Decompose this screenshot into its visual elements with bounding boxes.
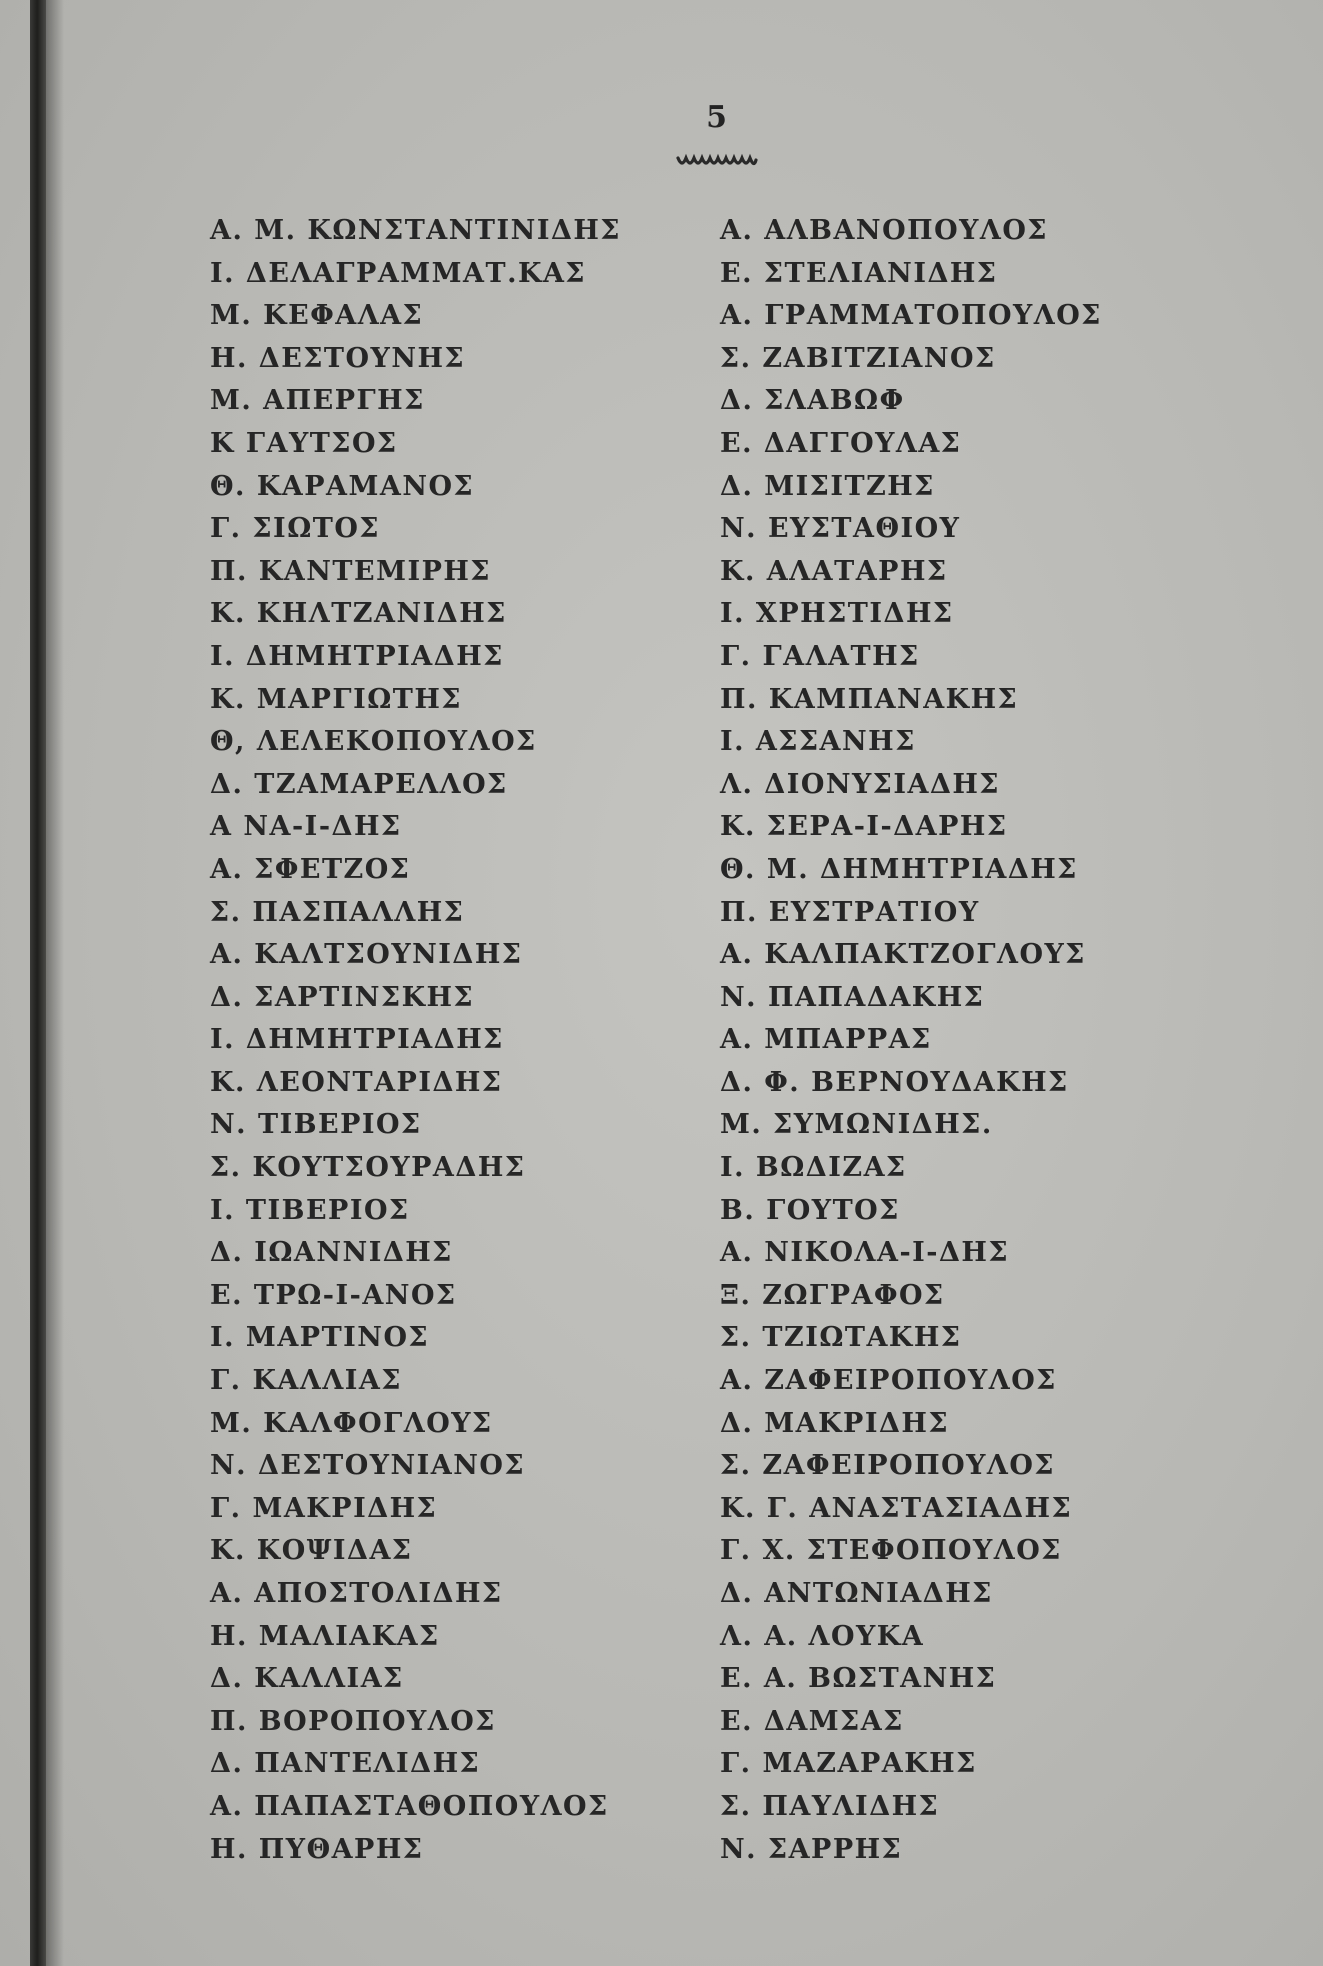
name-entry: Γ. ΜΑΚΡΙΔΗΣ <box>210 1492 438 1524</box>
name-entry: Μ. ΑΠΕΡΓΗΣ <box>210 385 425 417</box>
name-entry: Α. ΠΑΠΑΣΤΑΘΟΠΟΥΛΟΣ <box>210 1790 609 1822</box>
name-entry: Ι. ΔΗΜΗΤΡΙΑΔΗΣ <box>210 640 504 672</box>
name-entry: Δ. Φ. ΒΕΡΝΟΥΔΑΚΗΣ <box>720 1066 1069 1098</box>
name-entry: Δ. ΑΝΤΩΝΙΑΔΗΣ <box>720 1578 993 1609</box>
wavy-ornament-icon <box>676 152 758 170</box>
name-entry: Α. ΣΦΕΤΖΟΣ <box>210 853 411 885</box>
name-entry: Κ. ΚΗΛΤΖΑΝΙΔΗΣ <box>210 598 507 630</box>
name-entry: Α. ΑΠΟΣΤΟΛΙΔΗΣ <box>210 1578 503 1609</box>
name-entry: Ι. ΧΡΗΣΤΙΔΗΣ <box>720 598 954 630</box>
name-entry: Δ. ΤΖΑΜΑΡΕΛΛΟΣ <box>210 768 508 800</box>
name-entry: Α. ΑΛΒΑΝΟΠΟΥΛΟΣ <box>720 215 1048 246</box>
name-entry: Σ. ΚΟΥΤΣΟΥΡΑΔΗΣ <box>210 1152 526 1184</box>
name-entry: Σ. ΤΖΙΩΤΑΚΗΣ <box>720 1322 962 1354</box>
name-entry: Ι. ΜΑΡΤΙΝΟΣ <box>210 1322 430 1354</box>
name-entry: Δ. ΜΙΣΙΤΖΗΣ <box>720 470 935 502</box>
name-entry: Ν. ΣΑΡΡΗΣ <box>720 1833 903 1865</box>
name-entry: Η. ΜΑΛΙΑΚΑΣ <box>210 1620 440 1652</box>
name-entry: Δ. ΜΑΚΡΙΔΗΣ <box>720 1407 950 1439</box>
name-entry: Μ. ΣΥΜΩΝΙΔΗΣ. <box>720 1109 993 1141</box>
name-entry: Β. ΓΟΥΤΟΣ <box>720 1194 900 1226</box>
name-entry: Γ. ΚΑΛΛΙΑΣ <box>210 1365 402 1397</box>
name-entry: Σ. ΖΑΦΕΙΡΟΠΟΥΛΟΣ <box>720 1450 1055 1482</box>
name-entry: Γ. ΓΑΛΑΤΗΣ <box>720 640 920 672</box>
name-entry: Ε. Α. ΒΩΣΤΑΝΗΣ <box>720 1663 997 1695</box>
name-entry: Ξ. ΖΩΓΡΑΦΟΣ <box>720 1279 945 1311</box>
name-entry: Κ ΓΑΥΤΣΟΣ <box>210 427 398 459</box>
name-entry: Α. ΖΑΦΕΙΡΟΠΟΥΛΟΣ <box>720 1365 1057 1397</box>
name-entry: Γ. ΣΙΩΤΟΣ <box>210 513 380 545</box>
name-entry: Ν. ΕΥΣΤΑΘΙΟΥ <box>720 513 961 545</box>
name-entry: Π. ΒΟΡΟΠΟΥΛΟΣ <box>210 1705 496 1737</box>
name-entry: Κ. ΜΑΡΓΙΩΤΗΣ <box>210 683 462 715</box>
name-entry: Μ. ΚΑΛΦΟΓΛΟΥΣ <box>210 1407 493 1439</box>
name-entry: Ι. ΤΙΒΕΡΙΟΣ <box>210 1194 410 1226</box>
name-entry: Δ. ΙΩΑΝΝΙΔΗΣ <box>210 1237 453 1269</box>
name-entry: Δ. ΠΑΝΤΕΛΙΔΗΣ <box>210 1748 481 1780</box>
name-entry: Ε. ΤΡΩ-Ι-ΑΝΟΣ <box>210 1279 457 1311</box>
name-entry: Ι. ΔΕΛΑΓΡΑΜΜΑΤ.ΚΑΣ <box>210 257 586 289</box>
name-entry: Π. ΚΑΝΤΕΜΙΡΗΣ <box>210 555 491 587</box>
name-entry: Α ΝΑ-Ι-ΔΗΣ <box>210 811 402 843</box>
name-entry: Α. Μ. ΚΩΝΣΤΑΝΤΙΝΙΔΗΣ <box>210 215 622 246</box>
name-entry: Ε. ΔΑΓΓΟΥΛΑΣ <box>720 427 962 459</box>
name-entry: Μ. ΚΕΦΑΛΑΣ <box>210 300 424 332</box>
page-number: 5 <box>706 100 727 135</box>
spine-shadow <box>46 0 64 1966</box>
name-entry: Δ. ΣΑΡΤΙΝΣΚΗΣ <box>210 981 475 1013</box>
name-entry: Σ. ΠΑΥΛΙΔΗΣ <box>720 1790 940 1822</box>
name-entry: Η. ΠΥΘΑΡΗΣ <box>210 1833 424 1865</box>
name-entry: Σ. ΖΑΒΙΤΖΙΑΝΟΣ <box>720 342 996 374</box>
name-entry: Κ. ΛΕΟΝΤΑΡΙΔΗΣ <box>210 1066 503 1098</box>
name-entry: Κ. ΑΛΑΤΑΡΗΣ <box>720 555 948 587</box>
name-entry: Ν. ΔΕΣΤΟΥΝΙΑΝΟΣ <box>210 1450 526 1482</box>
name-entry: Α. ΓΡΑΜΜΑΤΟΠΟΥΛΟΣ <box>720 300 1102 332</box>
book-spine <box>30 0 46 1966</box>
name-entry: Α. ΜΠΑΡΡΑΣ <box>720 1024 932 1056</box>
name-entry: Η. ΔΕΣΤΟΥΝΗΣ <box>210 342 466 374</box>
names-list-right <box>720 210 1102 1871</box>
name-entry: Ν. ΠΑΠΑΔΑΚΗΣ <box>720 981 985 1013</box>
name-entry: Κ. ΚΟΨΙΔΑΣ <box>210 1535 413 1567</box>
name-entry: Ι. ΑΣΣΑΝΗΣ <box>720 726 916 758</box>
name-entry: Δ. ΚΑΛΛΙΑΣ <box>210 1663 404 1695</box>
name-entry: Ε. ΣΤΕΛΙΑΝΙΔΗΣ <box>720 257 998 289</box>
name-entry: Κ. ΣΕΡΑ-Ι-ΔΑΡΗΣ <box>720 811 1008 843</box>
name-entry: Ι. ΔΗΜΗΤΡΙΑΔΗΣ <box>210 1024 504 1056</box>
name-entry: Ε. ΔΑΜΣΑΣ <box>720 1705 904 1737</box>
name-entry: Π. ΚΑΜΠΑΝΑΚΗΣ <box>720 683 1019 715</box>
name-entry: Γ. ΜΑΖΑΡΑΚΗΣ <box>720 1748 977 1780</box>
name-entry: Λ. ΔΙΟΝΥΣΙΑΔΗΣ <box>720 768 1001 800</box>
name-entry: Δ. ΣΛΑΒΩΦ <box>720 385 905 417</box>
name-entry: Ι. ΒΩΔΙΖΑΣ <box>720 1152 907 1184</box>
name-entry: Ν. ΤΙΒΕΡΙΟΣ <box>210 1109 422 1141</box>
name-entry: Α. ΝΙΚΟΛΑ-Ι-ΔΗΣ <box>720 1237 1010 1269</box>
names-list-left <box>210 210 621 1871</box>
name-entry: Θ, ΛΕΛΕΚΟΠΟΥΛΟΣ <box>210 726 537 758</box>
name-entry: Κ. Γ. ΑΝΑΣΤΑΣΙΑΔΗΣ <box>720 1492 1073 1524</box>
name-entry: Θ. Μ. ΔΗΜΗΤΡΙΑΔΗΣ <box>720 853 1078 885</box>
name-entry: Γ. Χ. ΣΤΕΦΟΠΟΥΛΟΣ <box>720 1535 1062 1567</box>
name-entry: Α. ΚΑΛΤΣΟΥΝΙΔΗΣ <box>210 939 523 971</box>
name-entry: Α. ΚΑΛΠΑΚΤΖΟΓΛΟΥΣ <box>720 939 1086 971</box>
name-entry: Σ. ΠΑΣΠΑΛΛΗΣ <box>210 896 465 928</box>
name-entry: Θ. ΚΑΡΑΜΑΝΟΣ <box>210 470 475 502</box>
name-entry: Π. ΕΥΣΤΡΑΤΙΟΥ <box>720 896 980 928</box>
name-entry: Λ. Α. ΛΟΥΚΑ <box>720 1620 925 1652</box>
